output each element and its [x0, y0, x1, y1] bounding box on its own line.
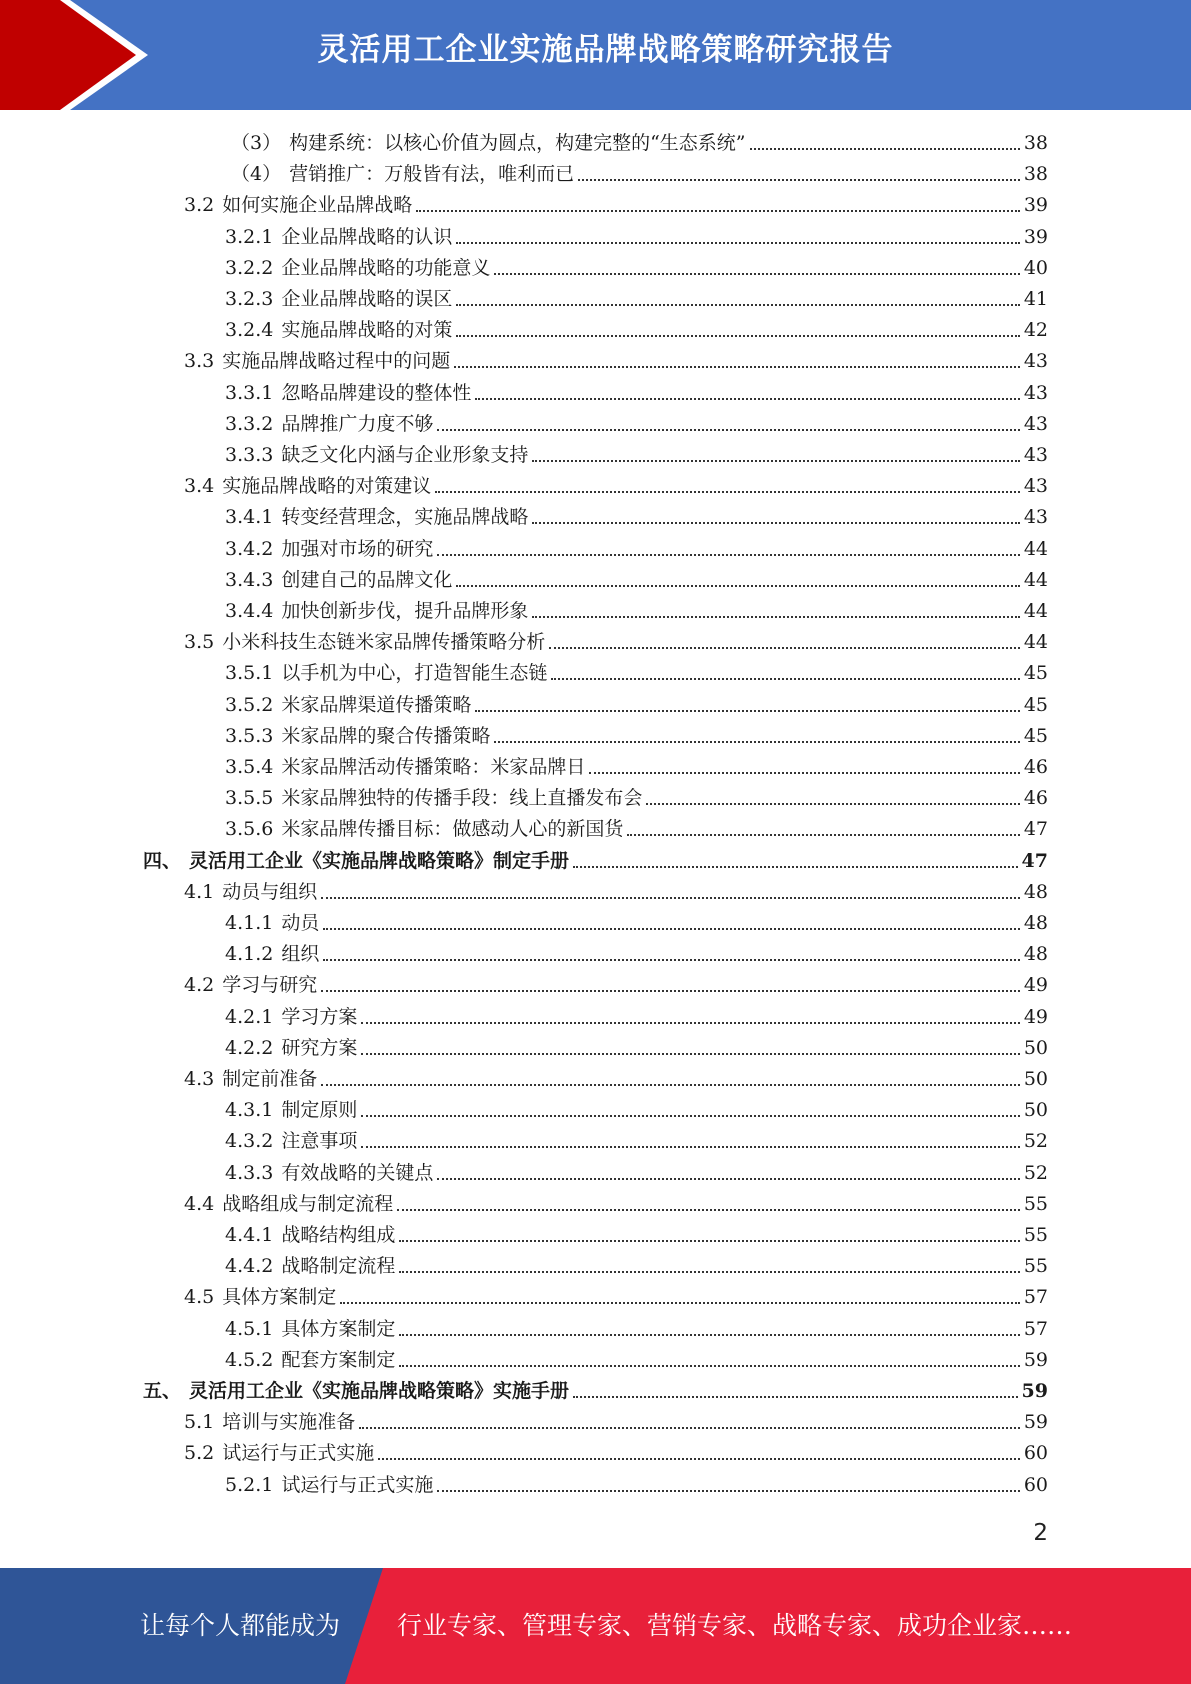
toc-entry-title: 研究方案	[281, 1036, 358, 1059]
toc-entry-number: （4）	[231, 163, 282, 186]
toc-entry[interactable]	[184, 1438, 1048, 1469]
toc-entry-title: 营销推广：万般皆有法，唯利而已	[289, 163, 575, 186]
toc-dot-leader	[646, 803, 1019, 805]
toc-entry-page: 52	[1023, 1130, 1048, 1153]
toc-entry-number: 3.4.4	[225, 600, 274, 622]
toc-entry-number: 五、	[143, 1380, 182, 1402]
toc-entry-number: 4.5.1	[225, 1317, 274, 1340]
toc-entry-number: 3.2	[184, 194, 215, 217]
toc-dot-leader	[456, 242, 1019, 244]
toc-dot-leader	[494, 273, 1019, 275]
toc-entry-number: 4.2.1	[225, 1005, 274, 1028]
toc-entry-number: 3.5.1	[225, 662, 274, 685]
toc-dot-leader	[437, 429, 1019, 431]
toc-dot-leader	[397, 1209, 1020, 1211]
toc-entry-page: 60	[1023, 1442, 1048, 1465]
toc-dot-leader	[532, 460, 1019, 462]
toc-dot-leader	[361, 1053, 1019, 1055]
toc-entry[interactable]	[225, 721, 1048, 752]
toc-entry-page: 43	[1023, 506, 1048, 529]
toc-entry-title: 实施品牌战略的对策	[281, 319, 453, 342]
toc-entry-number: 3.4.1	[225, 506, 274, 529]
toc-dot-leader	[359, 1427, 1020, 1429]
toc-entry-page: 43	[1023, 444, 1048, 466]
toc-entry-number: 3.5.6	[225, 818, 274, 841]
toc-entry-page: 57	[1023, 1317, 1048, 1340]
toc-dot-leader	[361, 1115, 1019, 1117]
toc-entry[interactable]	[225, 253, 1048, 284]
toc-entry-page: 43	[1023, 381, 1048, 404]
toc-entry-title: 战略制定流程	[281, 1255, 396, 1278]
toc-dot-leader	[361, 1022, 1019, 1024]
toc-entry-page: 46	[1023, 787, 1048, 810]
toc-entry[interactable]	[225, 1126, 1048, 1157]
toc-entry[interactable]	[225, 752, 1048, 783]
toc-entry-title: 有效战略的关键点	[281, 1161, 434, 1184]
toc-entry-page: 44	[1023, 600, 1048, 622]
toc-entry[interactable]	[184, 471, 1048, 502]
toc-dot-leader	[435, 491, 1020, 493]
toc-entry-number: 3.3.2	[225, 412, 274, 435]
toc-entry[interactable]	[225, 1345, 1048, 1376]
toc-entry-title: 米家品牌活动传播策略：米家品牌日	[281, 756, 586, 778]
toc-entry-page: 46	[1023, 756, 1048, 778]
toc-dot-leader	[378, 1458, 1020, 1460]
toc-entry[interactable]	[143, 846, 1048, 877]
toc-entry-title: 组织	[281, 943, 320, 966]
toc-entry[interactable]	[225, 939, 1048, 970]
toc-entry-title: 小米科技生态链米家品牌传播策略分析	[222, 631, 546, 654]
toc-entry-number: 3.3	[184, 350, 215, 373]
toc-dot-leader	[399, 1240, 1019, 1242]
toc-entry-page: 49	[1023, 1005, 1048, 1028]
toc-entry-page: 44	[1023, 631, 1048, 654]
toc-entry-number: 4.3.3	[225, 1161, 274, 1184]
toc-entry-page: 48	[1023, 880, 1048, 903]
toc-entry[interactable]	[143, 1376, 1048, 1407]
toc-dot-leader	[456, 585, 1019, 587]
toc-entry-title: 培训与实施准备	[222, 1411, 356, 1434]
toc-entry-page: 60	[1023, 1473, 1048, 1496]
toc-entry-title: 米家品牌的聚合传播策略	[281, 724, 491, 747]
toc-entry-number: 4.2	[184, 974, 215, 997]
footer-slogan-right: 行业专家、管理专家、营销专家、战略专家、成功企业家……	[397, 1611, 1073, 1640]
toc-entry-number: 3.5.2	[225, 693, 274, 716]
toc-entry-title: 加快创新步伐，提升品牌形象	[281, 600, 529, 622]
toc-dot-leader	[437, 1490, 1019, 1492]
toc-entry-title: 具体方案制定	[222, 1286, 337, 1309]
toc-entry-number: 3.2.3	[225, 288, 274, 310]
toc-dot-leader	[549, 647, 1020, 649]
toc-dot-leader	[573, 866, 1018, 868]
toc-entry[interactable]	[184, 346, 1048, 377]
toc-entry[interactable]	[184, 190, 1048, 221]
toc-dot-leader	[454, 366, 1020, 368]
toc-entry[interactable]	[225, 315, 1048, 346]
toc-entry[interactable]	[225, 378, 1048, 409]
toc-entry[interactable]	[225, 814, 1048, 845]
toc-dot-leader	[399, 1365, 1019, 1367]
toc-entry-page: 49	[1023, 974, 1048, 997]
toc-dot-leader	[551, 678, 1019, 680]
toc-entry-title: 企业品牌战略的认识	[281, 225, 453, 248]
toc-dot-leader	[475, 710, 1019, 712]
toc-entry-title: 注意事项	[281, 1130, 358, 1153]
toc-entry-number: 4.3.2	[225, 1130, 274, 1153]
toc-entry-title: 战略结构组成	[281, 1224, 396, 1246]
toc-entry-title: 实施品牌战略的对策建议	[222, 475, 432, 498]
toc-entry[interactable]	[184, 1064, 1048, 1095]
toc-entry-number: 3.3.3	[225, 444, 274, 466]
toc-entry[interactable]	[225, 1158, 1048, 1189]
toc-entry-page: 45	[1023, 693, 1048, 716]
toc-entry-title: 企业品牌战略的功能意义	[281, 256, 491, 279]
toc-dot-leader	[437, 1178, 1019, 1180]
toc-entry-title: 灵活用工企业《实施品牌战略策略》制定手册	[189, 849, 570, 872]
toc-entry-page: 55	[1023, 1192, 1048, 1215]
toc-entry[interactable]	[225, 690, 1048, 721]
toc-entry[interactable]	[225, 1251, 1048, 1282]
toc-entry-number: 四、	[143, 849, 182, 872]
toc-entry[interactable]	[225, 1220, 1048, 1251]
toc-entry-number: 4.5	[184, 1286, 215, 1309]
toc-dot-leader	[750, 148, 1020, 150]
toc-entry-page: 55	[1023, 1224, 1048, 1246]
toc-dot-leader	[416, 210, 1020, 212]
toc-entry-page: 43	[1023, 412, 1048, 435]
toc-entry-page: 57	[1023, 1286, 1048, 1309]
toc-entry-page: 52	[1023, 1161, 1048, 1184]
toc-dot-leader	[532, 522, 1019, 524]
toc-entry[interactable]	[225, 1033, 1048, 1064]
toc-entry-title: 转变经营理念，实施品牌战略	[281, 506, 529, 529]
toc-entry-number: 4.4.1	[225, 1224, 274, 1246]
toc-dot-leader	[323, 928, 1019, 930]
toc-entry-page: 43	[1023, 475, 1048, 498]
toc-entry-number: 5.2.1	[225, 1473, 274, 1496]
toc-entry-page: 42	[1023, 319, 1048, 342]
toc-entry[interactable]	[184, 1407, 1048, 1438]
toc-entry-number: 4.3.1	[225, 1099, 274, 1122]
toc-entry-page: 45	[1023, 724, 1048, 747]
toc-entry[interactable]	[225, 534, 1048, 565]
toc-entry[interactable]	[184, 627, 1048, 658]
toc-entry[interactable]	[231, 159, 1048, 190]
toc-dot-leader	[532, 616, 1019, 618]
toc-dot-leader	[627, 834, 1019, 836]
toc-entry-title: 加强对市场的研究	[281, 537, 434, 560]
toc-entry-title: 实施品牌战略过程中的问题	[222, 350, 451, 373]
toc-entry-number: 3.5.3	[225, 724, 274, 747]
toc-entry-page: 43	[1023, 350, 1048, 373]
toc-entry-title: 米家品牌独特的传播手段：线上直播发布会	[281, 787, 643, 810]
toc-entry-page: 48	[1023, 943, 1048, 966]
toc-entry-title: 制定原则	[281, 1099, 358, 1122]
toc-entry-title: 构建系统：以核心价值为圆点，构建完整的“生态系统”	[289, 132, 746, 154]
toc-entry-number: 3.2.4	[225, 319, 274, 342]
toc-entry-number: 4.4	[184, 1192, 215, 1215]
toc-entry-title: 创建自己的品牌文化	[281, 568, 453, 591]
toc-entry-title: 忽略品牌建设的整体性	[281, 381, 472, 404]
toc-entry-title: 动员与组织	[222, 880, 318, 903]
page-header	[0, 0, 1191, 110]
toc-dot-leader	[361, 1146, 1019, 1148]
toc-entry-page: 38	[1023, 163, 1048, 186]
toc-entry[interactable]	[225, 908, 1048, 939]
document-title: 灵活用工企业实施品牌战略策略研究报告	[317, 32, 894, 68]
toc-dot-leader	[573, 1396, 1018, 1398]
toc-entry[interactable]	[225, 1002, 1048, 1033]
toc-entry[interactable]	[225, 222, 1048, 253]
toc-entry-number: 3.4.3	[225, 568, 274, 591]
page-footer	[0, 1568, 1191, 1684]
toc-entry-number: 3.5.4	[225, 756, 274, 778]
toc-entry-number: 4.4.2	[225, 1255, 274, 1278]
toc-dot-leader	[321, 897, 1020, 899]
toc-entry[interactable]	[225, 658, 1048, 689]
toc-entry-title: 学习方案	[281, 1005, 358, 1028]
toc-entry[interactable]	[225, 502, 1048, 533]
toc-entry-title: 品牌推广力度不够	[281, 412, 434, 435]
toc-entry-page: 44	[1023, 568, 1048, 591]
toc-entry-number: 4.2.2	[225, 1036, 274, 1059]
toc-entry[interactable]	[225, 1470, 1048, 1501]
toc-entry-number: 5.2	[184, 1442, 215, 1465]
toc-entry-number: 4.1	[184, 880, 215, 903]
toc-entry[interactable]	[225, 1095, 1048, 1126]
toc-entry-title: 以手机为中心，打造智能生态链	[281, 662, 548, 685]
toc-entry-title: 试运行与正式实施	[281, 1473, 434, 1496]
toc-entry-number: 4.1.2	[225, 943, 274, 966]
toc-entry-page: 50	[1023, 1068, 1048, 1090]
toc-entry[interactable]	[225, 1314, 1048, 1345]
toc-entry-number: 3.5.5	[225, 787, 274, 810]
toc-entry-number: 3.4	[184, 475, 215, 498]
toc-entry-number: 3.5	[184, 631, 215, 654]
toc-entry-page: 50	[1023, 1036, 1048, 1059]
toc-entry-page: 55	[1023, 1255, 1048, 1278]
toc-entry-page: 47	[1021, 849, 1048, 872]
toc-entry-page: 59	[1021, 1380, 1048, 1402]
toc-dot-leader	[494, 741, 1019, 743]
toc-dot-leader	[399, 1271, 1019, 1273]
toc-dot-leader	[321, 990, 1020, 992]
toc-entry-title: 缺乏文化内涵与企业形象支持	[281, 444, 529, 466]
toc-entry-title: 学习与研究	[222, 974, 318, 997]
toc-dot-leader	[340, 1302, 1020, 1304]
toc-entry[interactable]	[184, 1282, 1048, 1313]
toc-entry-title: 具体方案制定	[281, 1317, 396, 1340]
toc-entry-title: 企业品牌战略的误区	[281, 288, 453, 310]
toc-entry[interactable]	[184, 877, 1048, 908]
toc-entry-page: 50	[1023, 1099, 1048, 1122]
toc-entry[interactable]	[231, 128, 1048, 159]
toc-entry[interactable]	[225, 409, 1048, 440]
toc-entry-title: 战略组成与制定流程	[222, 1192, 394, 1215]
toc-entry-number: 4.3	[184, 1068, 215, 1090]
toc-dot-leader	[321, 1084, 1020, 1086]
toc-entry-number: （3）	[231, 132, 282, 154]
toc-dot-leader	[475, 398, 1019, 400]
toc-entry-page: 59	[1023, 1348, 1048, 1371]
toc-entry-page: 44	[1023, 537, 1048, 560]
toc-entry-page: 40	[1023, 256, 1048, 279]
toc-entry-title: 灵活用工企业《实施品牌战略策略》实施手册	[189, 1380, 570, 1402]
toc-entry[interactable]	[225, 596, 1048, 627]
toc-entry[interactable]	[225, 284, 1048, 315]
toc-entry-title: 如何实施企业品牌战略	[222, 194, 413, 217]
toc-entry-number: 4.1.1	[225, 912, 274, 934]
toc-entry-number: 3.3.1	[225, 381, 274, 404]
toc-entry-title: 配套方案制定	[281, 1348, 396, 1371]
toc-dot-leader	[437, 554, 1019, 556]
toc-entry-number: 3.4.2	[225, 537, 274, 560]
toc-entry-page: 38	[1023, 132, 1048, 154]
toc-entry[interactable]	[184, 970, 1048, 1001]
toc-dot-leader	[456, 335, 1019, 337]
toc-entry-number: 4.5.2	[225, 1348, 274, 1371]
toc-entry-page: 41	[1023, 288, 1048, 310]
toc-entry-page: 48	[1023, 912, 1048, 934]
toc-entry-page: 59	[1023, 1411, 1048, 1434]
toc-entry-number: 5.1	[184, 1411, 215, 1434]
toc-entry[interactable]	[225, 783, 1048, 814]
toc-entry-title: 试运行与正式实施	[222, 1442, 375, 1465]
toc-entry-page: 47	[1023, 818, 1048, 841]
toc-entry-number: 3.2.2	[225, 256, 274, 279]
toc-entry-title: 动员	[281, 912, 320, 934]
toc-entry-page: 39	[1023, 194, 1048, 217]
toc-entry-page: 39	[1023, 225, 1048, 248]
toc-entry[interactable]	[225, 565, 1048, 596]
footer-slogan-left: 让每个人都能成为	[140, 1611, 341, 1640]
toc-dot-leader	[578, 179, 1020, 181]
toc-dot-leader	[456, 304, 1019, 306]
toc-entry-title: 米家品牌渠道传播策略	[281, 693, 472, 716]
toc-entry[interactable]	[225, 440, 1048, 471]
toc-dot-leader	[323, 959, 1019, 961]
page-number: 2	[1033, 1520, 1048, 1546]
toc-entry-page: 45	[1023, 662, 1048, 685]
toc-entry-title: 制定前准备	[222, 1068, 318, 1090]
toc-entry[interactable]	[184, 1189, 1048, 1220]
toc-dot-leader	[399, 1334, 1019, 1336]
toc-entry-title: 米家品牌传播目标：做感动人心的新国货	[281, 818, 624, 841]
toc-dot-leader	[589, 772, 1019, 774]
toc-entry-number: 3.2.1	[225, 225, 274, 248]
